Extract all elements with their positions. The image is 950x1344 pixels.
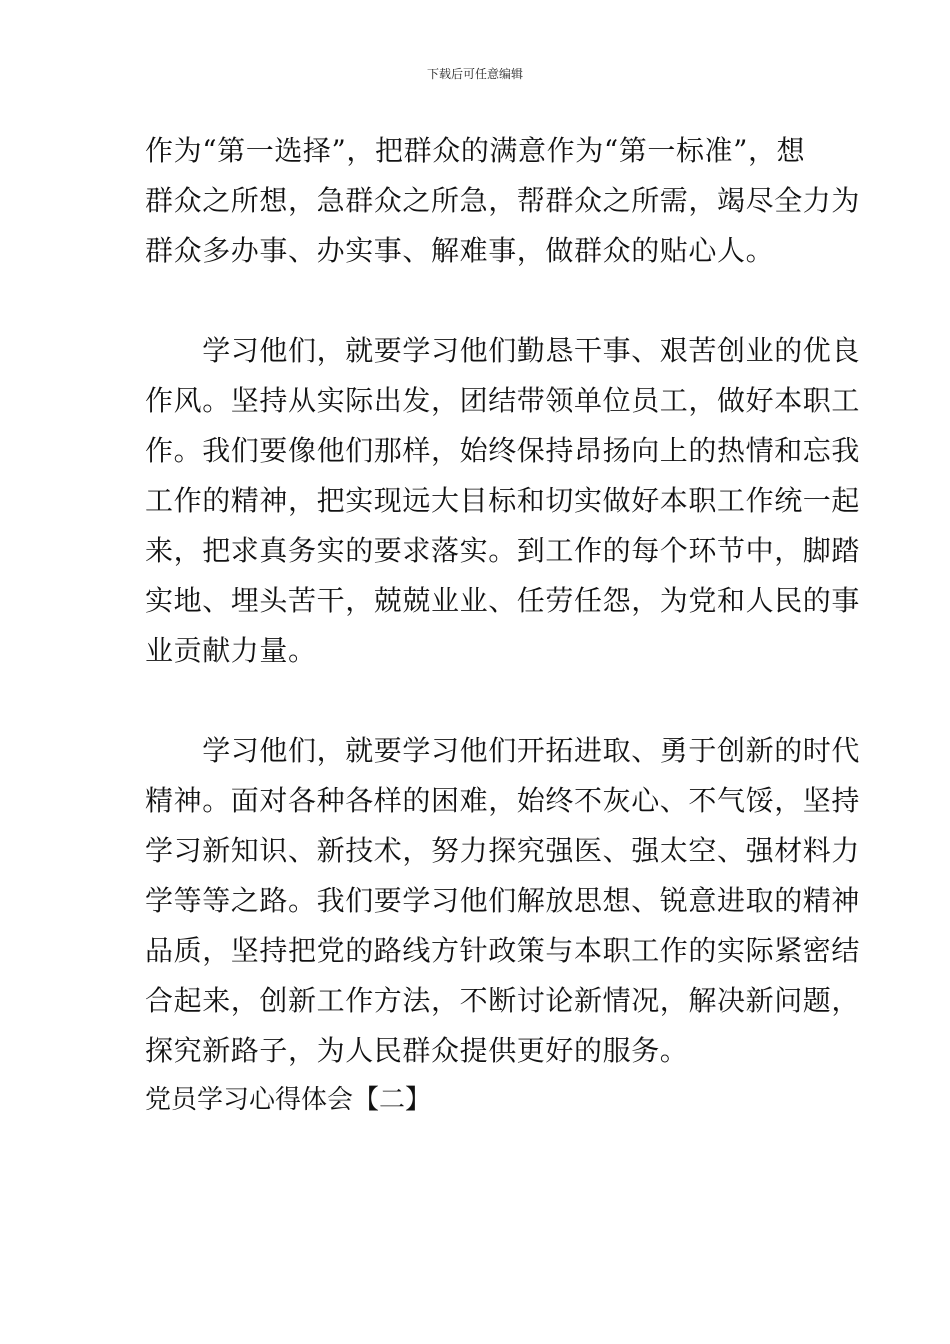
paragraph-gap <box>145 276 815 326</box>
document-body <box>145 126 861 1124</box>
text-line: 群众之所想，急群众之所急，帮群众之所需，竭尽全力为 <box>145 184 861 217</box>
paragraph-3 <box>145 726 861 1076</box>
text-line: 学习他们，就要学习他们开拓进取、勇于创新的时代 <box>145 734 861 767</box>
text-line: 学等等之路。我们要学习他们解放思想、锐意进取的精神 <box>145 884 861 917</box>
text-line: 合起来，创新工作方法，不断讨论新情况，解决新问题， <box>145 984 861 1017</box>
text-line: 作为“第一选择”，把群众的满意作为“第一标准”，想 <box>145 134 806 167</box>
text-line: 工作的精神，把实现远大目标和切实做好本职工作统一起 <box>145 484 861 517</box>
paragraph-gap <box>145 676 815 726</box>
text-line: 来，把求真务实的要求落实。到工作的每个环节中，脚踏 <box>145 534 861 567</box>
paragraph-2 <box>145 326 861 676</box>
section-heading: 党员学习心得体会【二】 <box>145 1085 432 1115</box>
text-line: 学习他们，就要学习他们勤恳干事、艰苦创业的优良 <box>145 334 861 367</box>
text-line: 学习新知识、新技术，努力探究强医、强太空、强材料力 <box>145 834 861 867</box>
text-line: 探究新路子，为人民群众提供更好的服务。 <box>145 1034 689 1067</box>
page-header-note: 下载后可任意编辑 <box>426 67 523 81</box>
paragraph-1 <box>145 126 861 276</box>
text-line: 精神。面对各种各样的困难，始终不灰心、不气馁，坚持 <box>145 784 861 817</box>
text-line: 实地、埋头苦干，兢兢业业、任劳任怨，为党和人民的事 <box>145 584 861 617</box>
text-line: 品质，坚持把党的路线方针政策与本职工作的实际紧密结 <box>145 934 861 967</box>
text-line: 作。我们要像他们那样，始终保持昂扬向上的热情和忘我 <box>145 434 861 467</box>
text-line: 业贡献力量。 <box>145 634 317 667</box>
text-line: 作风。坚持从实际出发，团结带领单位员工，做好本职工 <box>145 384 861 417</box>
text-line: 群众多办事、办实事、解难事，做群众的贴心人。 <box>145 234 775 267</box>
